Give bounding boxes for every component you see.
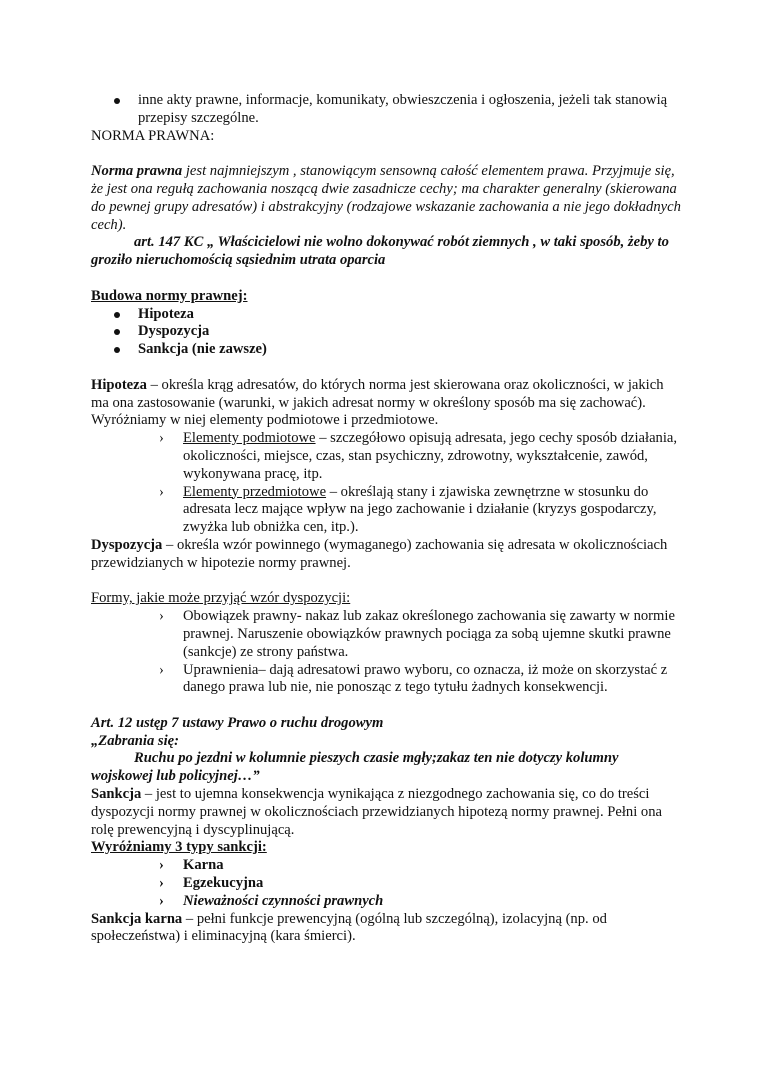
top-bullet-list (91, 92, 681, 128)
list-item: Dyspozycja (91, 323, 681, 341)
section-heading-norma: NORMA PRAWNA: (91, 127, 215, 144)
sankcja-karna-paragraph: Sankcja karna – pełni funkcje prewencyjną (ogólną lub szczególną), izolacyjną (np. od społeczeństwa) i eliminacyjną (kara śmierci). (91, 910, 607, 945)
example-article: art. 147 KC „ Właścicielowi nie wolno dokonywać robót ziemnych , w taki sposób, żeby to groziło nieruchomością sąsiednim utrata oparcia (91, 234, 669, 269)
document-page (91, 92, 681, 946)
formy-list (91, 608, 681, 697)
dyspozycja-paragraph: Dyspozycja – określa wzór powinnego (wymaganego) zachowania się adresata w okolicznościach przewidzianych w hipotezie normy prawnej. (91, 536, 668, 571)
definition-text: jest najmniejszym , stanowiącym sensowną całość elementem prawa. Przyjmuje się, że jest ona regułą zachowania noszącą dwie zasadnicze cechy; ma charakter generalny (skierowana do pewnej grupy adresatów) i abstrakcyjny (rodzajowe wskazanie zachowania a nie jego dokładnych cech). (91, 163, 681, 233)
list-item: › Egzekucyjna (159, 875, 264, 892)
sankcja-term: Sankcja (91, 786, 142, 803)
chevron-right-icon: › (159, 875, 164, 892)
list-item: › Uprawnienia– dają adresatowi prawo wyboru, co oznacza, iż może on skorzystać z danego prawa lub nie, nie ponosząc z tego tytułu żadnych konsekwencji. (159, 661, 668, 696)
chevron-right-icon: › (159, 892, 164, 909)
chevron-right-icon: › (159, 608, 164, 625)
chevron-right-icon: › (159, 661, 164, 678)
list-item: › Elementy przedmiotowe – określają stany i zjawiska zewnętrzne w stosunku do adresata lecz mające wpływ na jego zachowanie i działanie (kryzys gospodarczy, zwyżka lub obniżka cen, itp.). (159, 483, 657, 536)
list-item: Hipoteza (91, 306, 681, 324)
sankcja-types-heading: Wyróżniamy 3 typy sankcji: (91, 839, 267, 856)
budowa-heading: Budowa normy prawnej: (91, 287, 248, 304)
chevron-right-icon: › (159, 430, 164, 447)
list-item: Sankcja (nie zawsze) (91, 341, 681, 359)
article-quote-body: Ruchu po jezdni w kolumnie pieszych czasie mgły;zakaz ten nie dotyczy kolumny wojskowej lub policyjnej…” (91, 750, 619, 785)
dyspozycja-term: Dyspozycja (91, 536, 163, 553)
list-item: › Elementy podmiotowe – szczegółowo opisują adresata, jego cechy sposób działania, okoliczności, miejsce, czas, stan psychiczny, zdrowotny, wykształcenie, zawód, wykonywana pracę, itp. (159, 430, 678, 482)
sankcja-karna-term: Sankcja karna (91, 910, 183, 927)
chevron-right-icon: › (159, 857, 164, 874)
list-item: inne akty prawne, informacje, komunikaty, obwieszczenia i ogłoszenia, jeżeli tak stanowią przepisy szczególne. (91, 92, 681, 128)
formy-heading: Formy, jakie może przyjąć wzór dyspozycji: (91, 590, 351, 607)
sankcja-types-list (91, 857, 681, 910)
hipoteza-elements-list (91, 430, 681, 537)
list-item: › Nieważności czynności prawnych (159, 892, 384, 909)
list-item: › Karna (159, 857, 224, 874)
article-quote-open: „Zabrania się: (91, 732, 179, 749)
definition-term: Norma prawna (91, 163, 183, 180)
hipoteza-paragraph: Hipoteza – określa krąg adresatów, do których norma jest skierowana oraz okoliczności, w jakich ma ona zastosowanie (warunki, w jakich adresat normy w określony sposób ma się zachować). Wyróżniamy w niej elementy podmiotowe i przedmiotowe. (91, 376, 664, 429)
chevron-right-icon: › (159, 483, 164, 500)
hipoteza-term: Hipoteza (91, 376, 147, 393)
definition-paragraph (91, 163, 681, 234)
sankcja-paragraph: Sankcja – jest to ujemna konsekwencja wynikająca z niezgodnego zachowania się, co do treści dyspozycji normy prawnej w okolicznościach przewidzianych hipotezą normy prawnej. Pełni ona rolę prewencyjną i dyscyplinującą. (91, 786, 663, 838)
article-title: Art. 12 ustęp 7 ustawy Prawo o ruchu drogowym (91, 714, 384, 731)
budowa-list (91, 306, 681, 359)
list-item: › Obowiązek prawny- nakaz lub zakaz określonego zachowania się zawarty w normie prawnej. Naruszenie obowiązków prawnych pociąga za sobą ujemne skutki prawne (sankcje) ze strony państwa. (159, 608, 675, 660)
